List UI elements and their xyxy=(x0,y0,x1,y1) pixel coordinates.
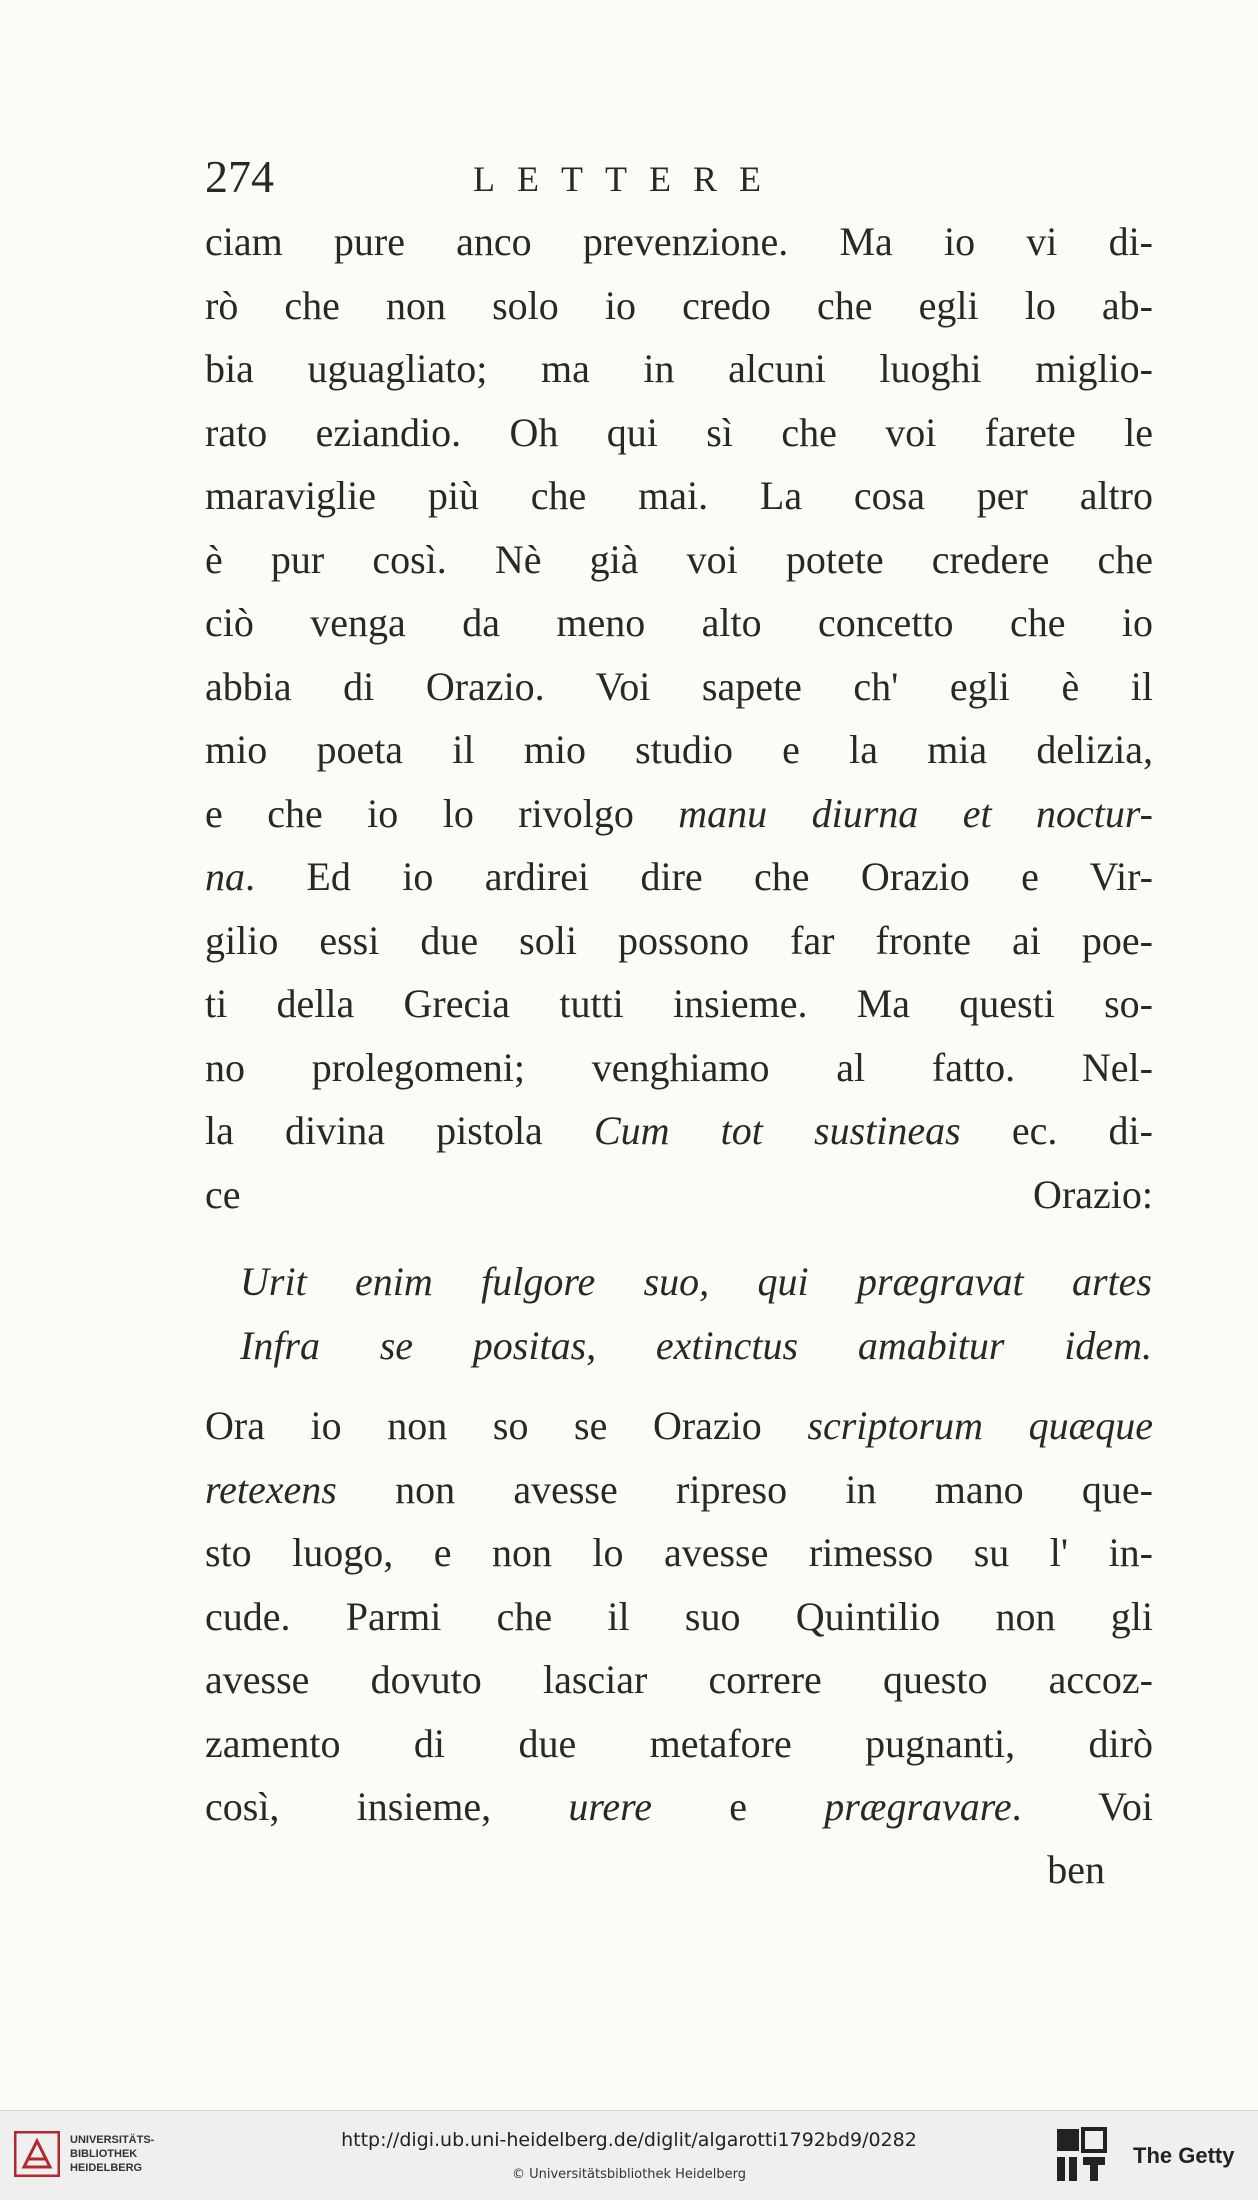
getty-label: The Getty xyxy=(1133,2143,1235,2168)
text-run: abbia di Orazio. Voi sapete ch' egli è il xyxy=(205,663,1153,709)
copyright-notice: © Universitätsbibliothek Heidelberg xyxy=(511,2167,746,2182)
page-header xyxy=(205,150,905,210)
verse-quotation xyxy=(240,1250,1152,1378)
text-run: maraviglie più che mai. La cosa per altro xyxy=(205,473,1153,518)
body-text-upper xyxy=(205,210,1153,1226)
library-name: UNIVERSITÄTS- BIBLIOTHEK HEIDELBERG xyxy=(70,2134,155,2174)
text-line xyxy=(205,1458,1153,1522)
text-line xyxy=(205,718,1153,782)
getty-mark-icon xyxy=(1055,2127,1107,2183)
text-run: no prolegomeni; venghiamo al fatto. Nel- xyxy=(205,1044,1153,1090)
text-line xyxy=(205,1521,1153,1585)
text-line xyxy=(205,1394,1153,1458)
text-run: bia uguagliato; ma in alcuni luoghi miglio- xyxy=(205,346,1153,391)
text-line xyxy=(205,464,1153,528)
text-line xyxy=(205,274,1153,338)
text-run: ec. di- xyxy=(960,1108,1153,1153)
text-run: ce Orazio: xyxy=(205,1171,1153,1217)
text-line xyxy=(205,401,1153,465)
text-run: Ora io non so se Orazio xyxy=(205,1403,808,1448)
text-line xyxy=(205,337,1153,401)
text-run: mio poeta il mio studio e la mia delizia, xyxy=(205,727,1153,772)
italic-text: urere xyxy=(568,1784,652,1829)
text-run: gilio essi due soli possono far fronte ai poe- xyxy=(205,917,1153,963)
text-line xyxy=(205,655,1153,719)
page-number: 274 xyxy=(205,151,274,202)
text-line xyxy=(205,591,1153,655)
quote-line: Infra se positas, extinctus amabitur idem. xyxy=(240,1323,1152,1368)
text-run: rò che non solo io credo che egli lo ab- xyxy=(205,282,1153,328)
italic-text: retexens xyxy=(205,1466,337,1512)
text-run: e che io lo rivolgo xyxy=(205,790,679,836)
text-run: non avesse ripreso in mano que- xyxy=(336,1466,1153,1512)
quote-line: Urit enim fulgore suo, qui prægravat artes xyxy=(240,1259,1152,1304)
text-line xyxy=(205,845,1153,909)
italic-text: manu diurna et noctur- xyxy=(678,790,1153,836)
text-run: è pur così. Nè già voi potete credere che xyxy=(205,536,1153,582)
text-line xyxy=(205,1036,1153,1100)
catchword-block xyxy=(205,1838,1153,1902)
text-run: . Ed io ardirei dire che Orazio e Vir- xyxy=(245,854,1153,899)
body-text-lower xyxy=(205,1394,1153,1839)
text-line xyxy=(205,528,1153,592)
text-run: sto luogo, e non lo avesse rimesso su l' in- xyxy=(205,1530,1153,1575)
text-line xyxy=(205,782,1153,846)
text-line xyxy=(205,1648,1153,1712)
text-run: ti della Grecia tutti insieme. Ma questi so- xyxy=(205,981,1153,1026)
text-run: . Voi xyxy=(1011,1784,1153,1829)
text-run: la divina pistola xyxy=(205,1108,594,1153)
text-run: così, insieme, xyxy=(205,1784,569,1829)
permalink-url[interactable]: http://digi.ub.uni-heidelberg.de/diglit/algarotti1792bd9/0282 xyxy=(341,2129,917,2151)
running-head: LETTERE xyxy=(473,159,783,199)
text-line xyxy=(205,909,1153,973)
text-line xyxy=(205,1163,1153,1227)
italic-text: na xyxy=(205,854,245,899)
catchword: ben xyxy=(1047,1847,1105,1892)
italic-text: scriptorum quæque xyxy=(807,1403,1154,1448)
text-run: ciò venga da meno alto concetto che io xyxy=(205,600,1153,645)
text-run: zamento di due metafore pugnanti, dirò xyxy=(205,1720,1153,1766)
text-run: avesse dovuto lasciar correre questo accoz- xyxy=(205,1657,1153,1702)
text-run: e xyxy=(652,1784,825,1829)
getty-logo[interactable] xyxy=(1055,2123,1255,2187)
text-run: rato eziandio. Oh qui sì che voi farete le xyxy=(205,409,1153,455)
text-line xyxy=(205,972,1153,1036)
text-run: cude. Parmi che il suo Quintilio non gli xyxy=(205,1593,1153,1639)
viewer-footer xyxy=(0,2110,1258,2200)
text-line xyxy=(205,1775,1153,1839)
text-line xyxy=(205,1712,1153,1776)
text-line xyxy=(205,1585,1153,1649)
italic-text: Cum tot sustineas xyxy=(593,1108,961,1153)
text-run: ciam pure anco prevenzione. Ma io vi di- xyxy=(205,219,1153,264)
text-line xyxy=(205,210,1153,274)
italic-text: prægravare xyxy=(824,1784,1012,1829)
text-line xyxy=(205,1099,1153,1163)
